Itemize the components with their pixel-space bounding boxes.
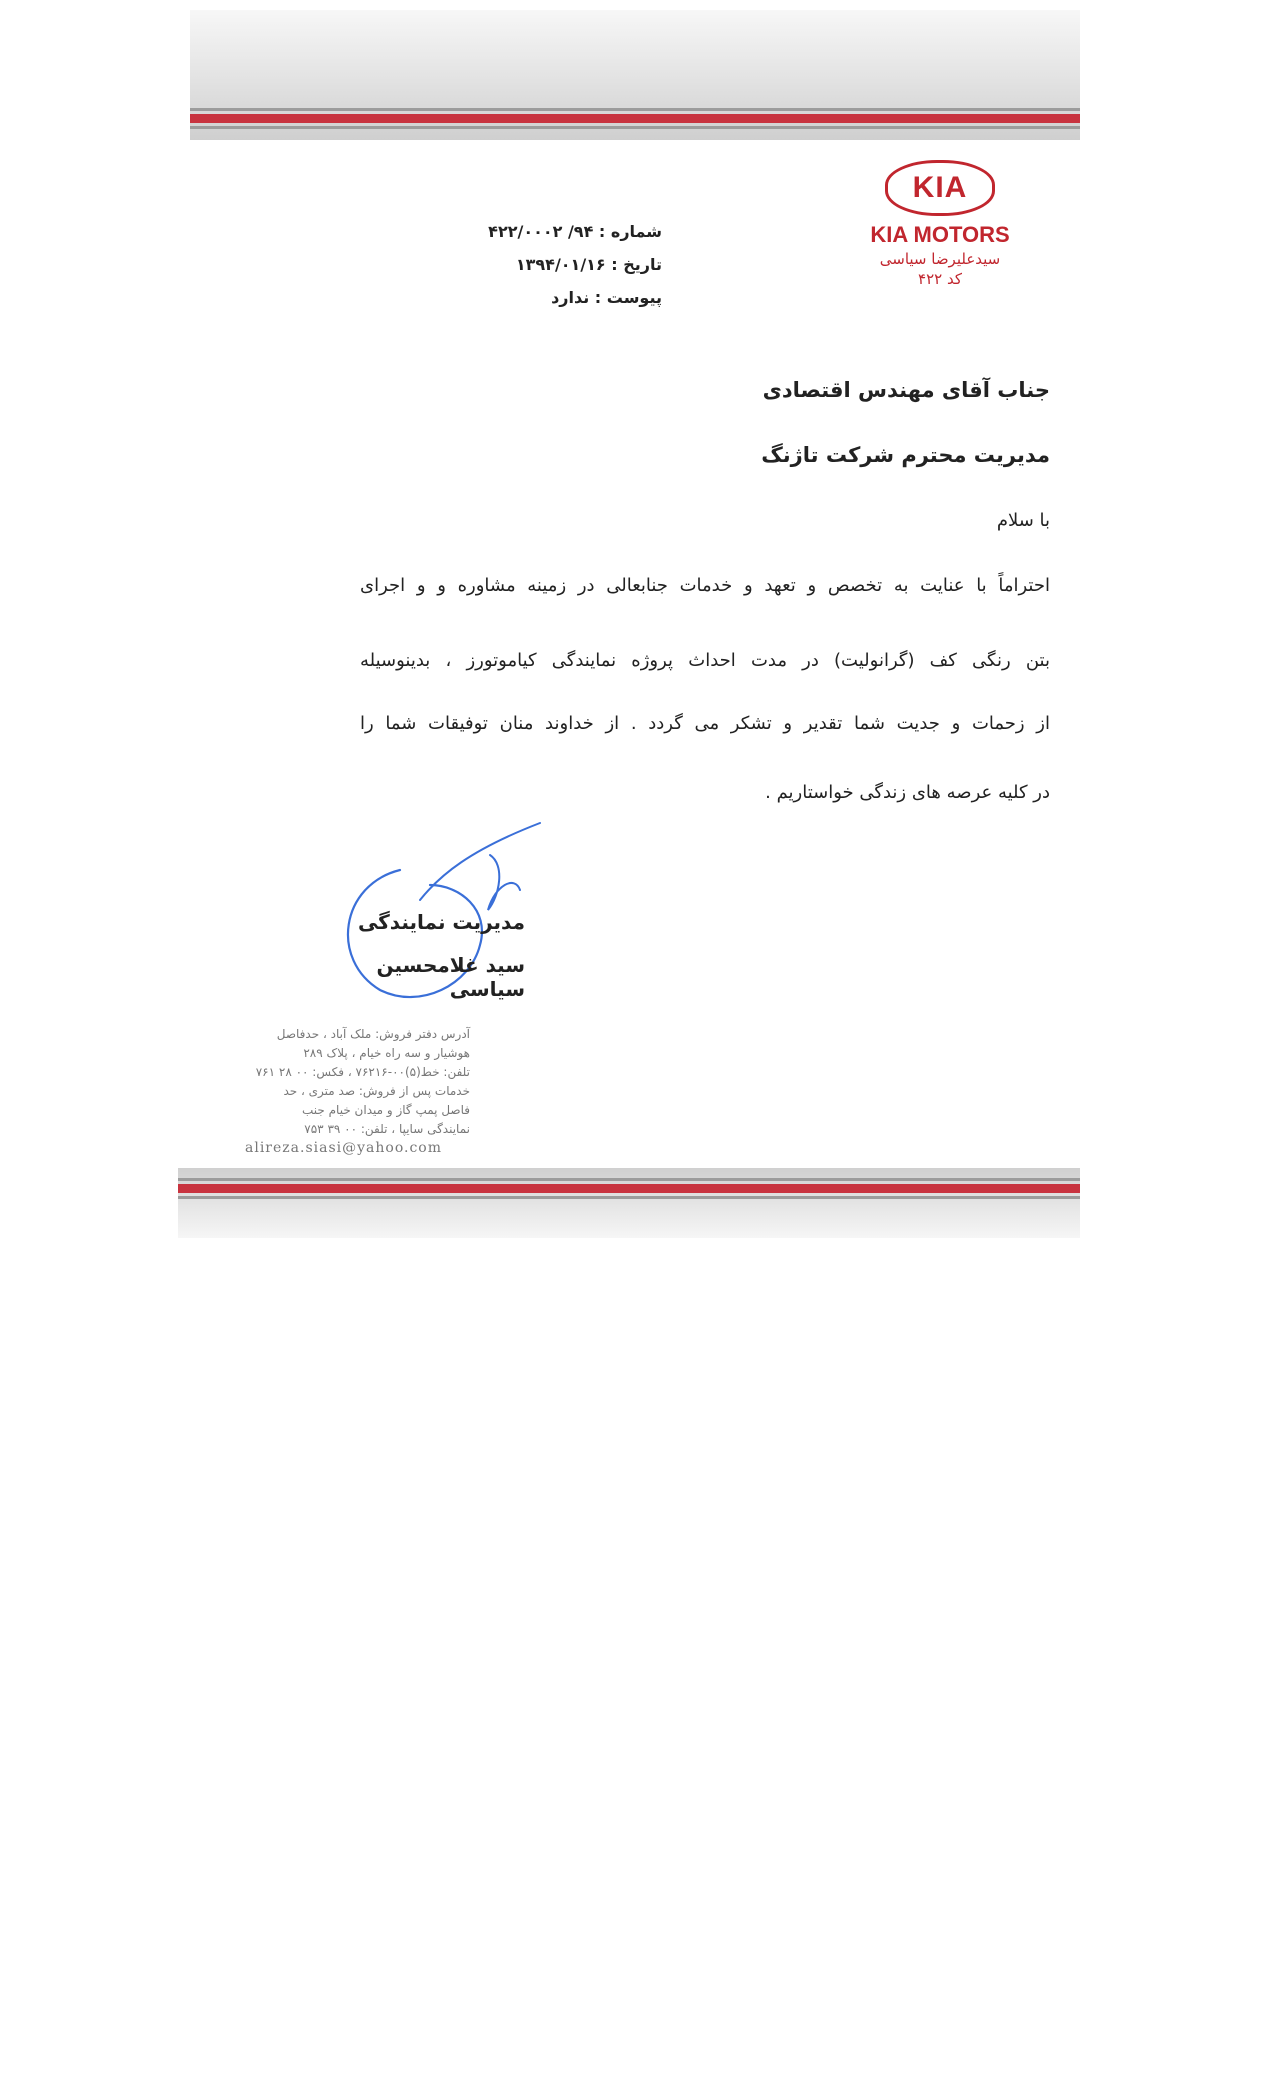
footer-line-5: فاصل پمپ گاز و میدان خیام جنب [301,1103,470,1117]
header-stripe-grey-2 [190,126,1080,129]
footer-stripe-grey [178,1178,1080,1181]
reference-block [390,215,662,314]
body-line-3: از زحمات و جدیت شما تقدیر و تشکر می گردد . از خداوند منان توفیقات شما را [360,713,1050,734]
header-stripe-red [190,114,1080,123]
body-line-4: در کلیه عرصه های زندگی خواستاریم . [765,782,1050,803]
kia-logo: KIA [885,160,995,216]
kia-logo-block [850,160,1030,288]
footer-address [245,1025,470,1158]
reference-date: تاریخ : ۱۳۹۴/۰۱/۱۶ [515,255,662,274]
footer-line-3: تلفن: خط(۵)۰۰-۷۶۲۱۶ ، فکس: ۰۰ ۲۸ ۷۶۱ [255,1065,470,1079]
footer-email: alireza.siasi@yahoo.com [245,1140,443,1156]
footer-stripe-red [178,1184,1080,1193]
salutation: با سلام [996,510,1050,531]
recipient-name: جناب آقای مهندس اقتصادی [762,378,1050,402]
body-line-2: بتن رنگی کف (گرانولیت) در مدت احداث پروژه نمایندگی کیاموتورز ، بدینوسیله [360,650,1050,671]
reference-attachment: پیوست : ندارد [551,288,662,307]
header-stripe-grey [190,108,1080,111]
signature-name: سید غلامحسین سیاسی [376,953,525,1001]
footer-line-6: نمایندگی سایپا ، تلفن: ۰۰ ۳۹ ۷۵۳ [304,1122,470,1136]
body-line-1: احتراماً با عنایت به تخصص و تعهد و خدمات جنابعالی در زمینه مشاوره و و اجرای [360,575,1050,596]
reference-number: شماره : ۹۴/ ۴۲۲/۰۰۰۲ [488,222,662,241]
footer-stripe-grey-2 [178,1196,1080,1199]
footer-line-2: هوشیار و سه راه خیام ، پلاک ۲۸۹ [303,1046,470,1060]
dealer-code: کد ۴۲۲ [918,270,962,288]
footer-line-1: آدرس دفتر فروش: ملک آباد ، حدفاصل [276,1027,470,1041]
dealer-name: سیدعلیرضا سیاسی [879,250,1001,268]
kia-motors-wordmark: KIA MOTORS [870,222,1010,247]
signature-title: مدیریت نمایندگی [357,910,525,934]
footer-line-4: خدمات پس از فروش: صد متری ، حد [283,1084,470,1098]
recipient-title: مدیریت محترم شرکت تاژنگ [761,443,1050,467]
